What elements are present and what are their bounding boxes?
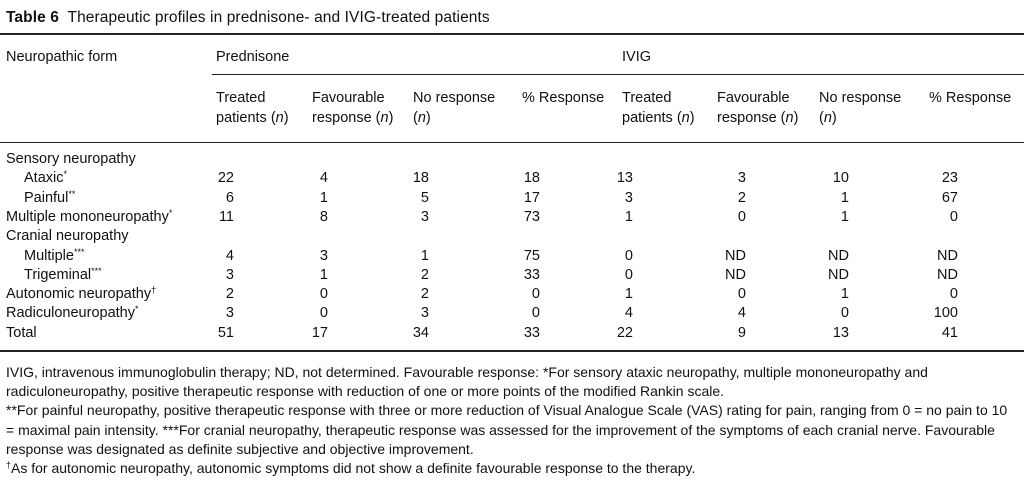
table-cell: 3 [225, 266, 234, 283]
column-header-close: ) [831, 110, 837, 126]
column-header-close: ) [689, 110, 695, 126]
table-cell: 41 [941, 324, 958, 341]
column-header-line1: No response [819, 90, 902, 106]
table-cell: 0 [624, 247, 633, 264]
column-header [522, 88, 604, 108]
table-cell: ND [725, 266, 746, 283]
column-header-line2 [216, 108, 289, 128]
row-label-text: Autonomic neuropathy [6, 286, 152, 303]
table-cell: 2 [737, 189, 746, 206]
table-cell: 2 [225, 286, 234, 303]
table-cell: 33 [523, 324, 540, 341]
column-header-line2 [819, 108, 901, 128]
table-cell: 33 [523, 266, 540, 283]
table-cell: ND [828, 247, 849, 264]
column-header-close: ) [425, 110, 431, 126]
row-label-text: Ataxic [24, 170, 64, 187]
table-cell: 22 [217, 170, 234, 187]
column-header [216, 88, 289, 128]
footnote-autonomic-text: As for autonomic neuropathy, autonomic symptoms did not show a definite favourable response to the therapy. [11, 460, 696, 477]
column-header-text: patients ( [216, 110, 276, 126]
column-header [717, 88, 798, 128]
row-label-text: Total [6, 324, 37, 341]
column-header-close: ) [283, 110, 289, 126]
column-header-line1: Treated [622, 90, 672, 106]
table-cell: 13 [832, 324, 849, 341]
table-cell: 0 [840, 305, 849, 322]
bottom-rule [0, 350, 1024, 352]
column-header-line2 [312, 108, 393, 128]
table-cell: 34 [412, 324, 429, 341]
column-header [312, 88, 393, 128]
table-cell: 5 [420, 189, 429, 206]
header-rule [0, 142, 1024, 143]
table-cell: 4 [737, 305, 746, 322]
row-header: Neuropathic form [6, 49, 118, 65]
table-cell: 17 [311, 324, 328, 341]
column-header-unit: n [275, 110, 284, 126]
row-label-text: Painful [24, 189, 69, 206]
table-cell: 1 [319, 266, 328, 283]
row-label-text: Radiculoneuropathy [6, 305, 135, 322]
table-cell: ND [937, 247, 958, 264]
footnote-mark: ** [68, 188, 76, 199]
column-header-text: ( [819, 110, 824, 126]
table-cell: 11 [218, 208, 234, 225]
table-cell: 1 [624, 208, 633, 225]
table-cell: 1 [319, 189, 328, 206]
dagger-mark: † [6, 460, 12, 471]
table-cell: 1 [624, 286, 633, 303]
table-cell: 0 [531, 305, 540, 322]
table-cell: 1 [420, 247, 429, 264]
table-cell: 0 [737, 208, 746, 225]
table-cell: 1 [840, 286, 849, 303]
table-title: Therapeutic profiles in prednisone- and IVIG-treated patients [67, 9, 490, 26]
table-cell: 3 [225, 305, 234, 322]
table-cell: ND [937, 266, 958, 283]
column-header-text: response ( [717, 110, 786, 126]
table-cell: 4 [225, 247, 234, 264]
row-label [6, 208, 172, 227]
table-cell: 8 [319, 208, 328, 225]
table-cell: 51 [217, 324, 234, 341]
column-header-line2 [413, 108, 495, 128]
table-cell: ND [725, 247, 746, 264]
row-label [24, 247, 84, 266]
table-cell: 0 [737, 286, 746, 303]
table-cell: 0 [949, 286, 958, 303]
table-cell: 23 [941, 170, 958, 187]
column-header-close: ) [793, 110, 799, 126]
footnote-mark: *** [73, 246, 85, 257]
group-ivig: IVIG [622, 49, 652, 65]
group-prednisone: Prednisone [216, 49, 290, 65]
footnote-autonomic [6, 459, 1018, 478]
column-header-unit: n [681, 110, 690, 126]
table-cell: 3 [737, 170, 746, 187]
table-cell: 0 [949, 208, 958, 225]
table-cell: 2 [420, 266, 429, 283]
table-cell: 3 [624, 189, 633, 206]
column-header-unit: n [785, 110, 794, 126]
table-cell: 75 [523, 247, 540, 264]
column-header-close: ) [388, 110, 394, 126]
row-label [24, 189, 75, 208]
row-label-text: Sensory neuropathy [6, 151, 136, 167]
row-label [6, 285, 156, 304]
table-cell: 4 [624, 305, 633, 322]
table-cell: 3 [319, 247, 328, 264]
table-cell: 100 [933, 305, 958, 322]
column-header-line1: Treated [216, 90, 266, 106]
table-caption [6, 9, 490, 27]
column-header [819, 88, 901, 128]
table-cell: 10 [832, 170, 849, 187]
footnote-abbreviations: IVIG, intravenous immunoglobulin therapy; ND, not determined. Favourable response: *For sensory ataxic neuropathy, multiple mononeuropathy and radiculoneuropathy, positive therapeutic response with reduction of one or more points of the modified Rankin scale. [6, 364, 928, 400]
column-header-text: response ( [312, 110, 381, 126]
column-header-text: patients ( [622, 110, 682, 126]
column-header-unit: n [823, 110, 832, 126]
row-label [6, 227, 129, 246]
table-cell: 0 [624, 266, 633, 283]
column-header [622, 88, 695, 128]
table-cell: 3 [420, 305, 429, 322]
row-label-text: Multiple mononeuropathy [6, 208, 169, 225]
table-cell: 13 [616, 170, 633, 187]
footnote-mark: * [134, 304, 139, 315]
column-header-line1: Favourable [717, 90, 790, 106]
table-cell: 73 [523, 208, 540, 225]
table-cell: 18 [523, 170, 540, 187]
row-label-text: Cranial neuropathy [6, 228, 129, 245]
table-cell: 17 [523, 189, 540, 206]
row-label [6, 304, 139, 323]
column-header [413, 88, 495, 128]
group-rule [212, 74, 1024, 75]
table-cell: 0 [531, 286, 540, 303]
footnote-mark: *** [91, 265, 102, 276]
table-cell: 0 [319, 305, 328, 322]
table-label: Table 6 [6, 9, 59, 26]
row-label [24, 266, 102, 285]
column-header-unit: n [380, 110, 389, 126]
table-cell: 22 [616, 324, 633, 341]
top-rule [0, 33, 1024, 35]
table-cell: 67 [941, 189, 958, 206]
column-header-line1: % Response [929, 90, 1012, 106]
column-header-line1: Favourable [312, 90, 385, 106]
column-header-line2 [622, 108, 695, 128]
column-header [929, 88, 1011, 108]
footnote-mark: † [151, 285, 157, 296]
table-cell: 1 [840, 208, 849, 225]
footnote-painful: **For painful neuropathy, positive therapeutic response with three or more reduction of Visual Analogue Scale (VAS) rating for pain, ranging from 0 = no pain to 10 = maximal pain intensity. ***For cranial neuropathy, therapeutic response was assessed for the improvement of the symptoms of each cranial nerve. Favourable response was designated as definite subjective and objective improvement. [6, 402, 1008, 457]
column-header-line1: % Response [522, 90, 605, 106]
table-cell: 4 [319, 170, 328, 187]
row-label-text: Multiple [24, 247, 74, 264]
row-label [6, 324, 37, 343]
footnote-mark: * [168, 207, 173, 218]
row-label [6, 150, 136, 169]
table-cell: 0 [319, 286, 328, 303]
table-cell: 18 [412, 170, 429, 187]
table-footnote [6, 363, 1018, 478]
column-header-unit: n [417, 110, 426, 126]
table-cell: 3 [420, 208, 429, 225]
column-header-line1: No response [413, 90, 496, 106]
table-cell: 6 [225, 189, 234, 206]
row-label-text: Trigeminal [24, 266, 92, 283]
table-cell: 2 [420, 286, 429, 303]
column-header-text: ( [413, 110, 418, 126]
table-cell: 1 [840, 189, 849, 206]
row-label [24, 169, 67, 188]
table-cell: ND [828, 266, 849, 283]
footnote-mark: * [63, 169, 68, 180]
column-header-line2 [717, 108, 798, 128]
table-cell: 9 [737, 324, 746, 341]
